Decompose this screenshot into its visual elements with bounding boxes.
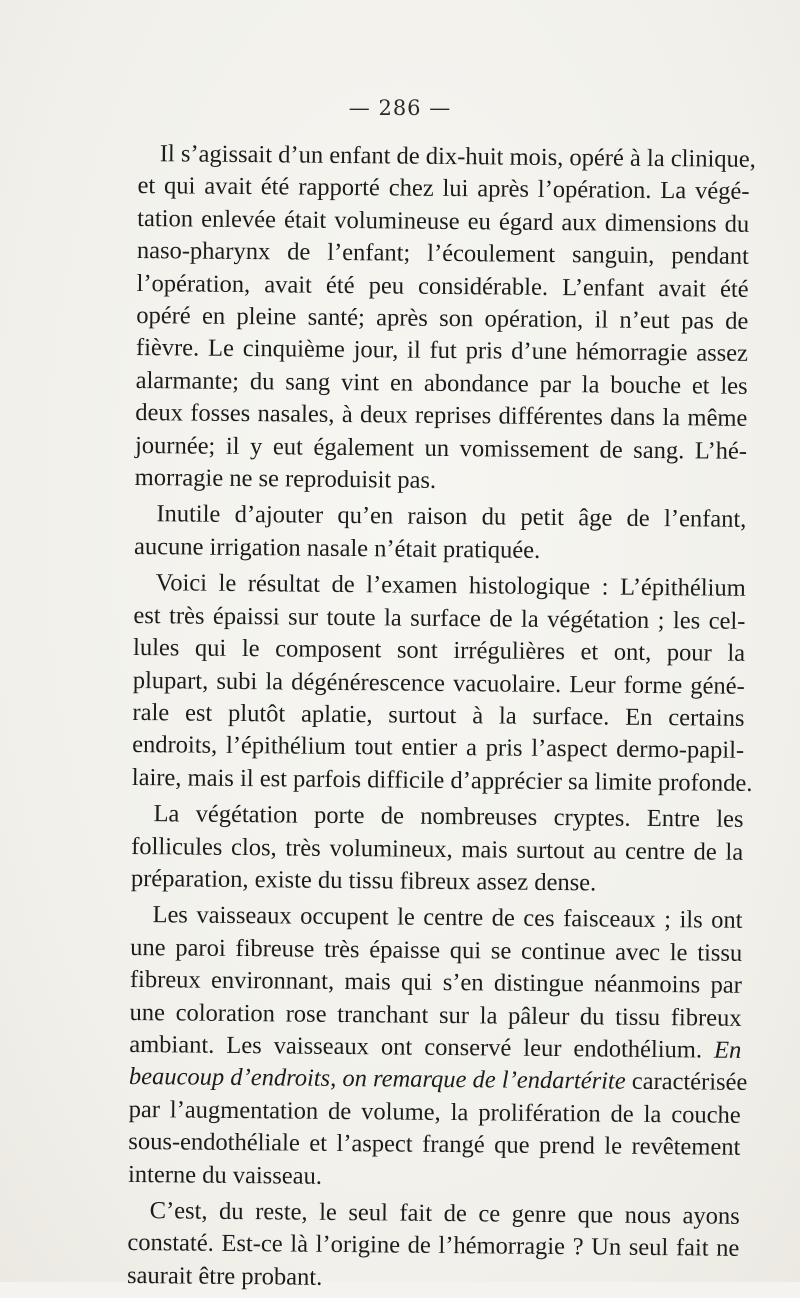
paragraph-6 [127,1195,740,1298]
text-line: Voici le résultat de l’examen histologique : L’épithélium [155,569,746,603]
text-line: est très épaissi sur toute la surface de la végétation ; les cel- [133,601,746,635]
text-line: journée; il y eut également un vomissement de sang. L’hé- [134,431,748,465]
text-line: alarmante; du sang vint en abondance par la bouche et les [135,366,748,400]
paragraph-1 [134,138,756,500]
text-line: interne du vaisseau. [127,1160,323,1190]
text-line: Inutile d’ajouter qu’en raison du petit âge de l’enfant, [156,500,747,534]
italic-run: beaucoup d’endroits, on remarque de l’endartérite [128,1063,626,1096]
text-line: aucune irrigation nasale n’était pratiquée. [133,532,541,564]
text-line: fibreux environnant, mais qui s’en distingue néanmoins par [129,966,743,999]
text-line: lules qui le composent sont irrégulières et ont, pour la [132,634,746,667]
text-line: follicules clos, très volumineux, mais surtout au centre de la [131,832,744,866]
text-line: endroits, l’épithélium tout entier a pris l’aspect dermo-papil- [132,731,745,765]
text-run: ambiant. Les vaisseaux ont conservé leur endothélium. [129,1030,703,1064]
paragraph-4 [131,798,744,901]
text-line: deux fosses nasales, à deux reprises différentes dans la même [135,399,748,433]
text-run: caractérisée [625,1068,748,1097]
text-line: une coloration rose tranchant sur la pâleur du tissu fibreux [129,998,742,1032]
text-line: tation enlevée était volumineuse eu égard aux dimensions du [137,204,750,238]
text-line: préparation, existe du tissu fibreux assez dense. [130,864,597,897]
text-line: rale est plutôt aplatie, surtout à la surface. En certains [132,698,745,732]
text-line: C’est, du reste, le seul fait de ce genre que nous ayons [149,1197,740,1230]
page-number: — 286 — [348,96,452,120]
text-line: Les vaisseaux occupent le centre de ces faisceaux ; ils ont [152,901,743,935]
text-line: l’opération, avait été peu considérable. L’enfant avait été [136,269,749,303]
text-line: naso-pharynx de l’enfant; l’écoulement sanguin, pendant [136,237,750,271]
text-line: plupart, subi la dégénérescence vacuolaire. Leur forme géné- [132,666,745,700]
body-text [126,138,756,1298]
text-line: et qui avait été rapporté chez lui après l’opération. La végé- [137,172,750,206]
text-line: saurait être probant. [126,1261,323,1291]
paragraph-3 [131,567,753,800]
text-line: par l’augmentation de volume, la prolifération de la couche [128,1095,741,1129]
text-line: sous-endothéliale et l’aspect frangé que prend le revêtement [128,1128,741,1162]
text-line: une paroi fibreuse très épaisse qui se continue avec le tissu [130,933,743,967]
text-line: fièvre. Le cinquième jour, il fut pris d’une hémorragie assez [135,334,749,368]
paragraph-2 [134,498,747,569]
text-line: morragie ne se reproduisit pas. [134,464,437,494]
paragraph-5 [127,899,748,1197]
text-line: constaté. Est-ce là l’origine de l’hémorragie ? Un seul fait ne [127,1229,740,1263]
italic-run: En [713,1036,742,1064]
text-line: opéré en pleine santé; après son opération, il n’eut pas de [136,302,749,335]
text-line: La végétation porte de nombreuses cryptes. Entre les [153,800,744,833]
text-line: Il s’agissait d’un enfant de dix-huit mois, opéré à la clinique, [159,140,756,173]
text-line: laire, mais il est parfois difficile d’apprécier sa limite profonde. [131,763,753,797]
